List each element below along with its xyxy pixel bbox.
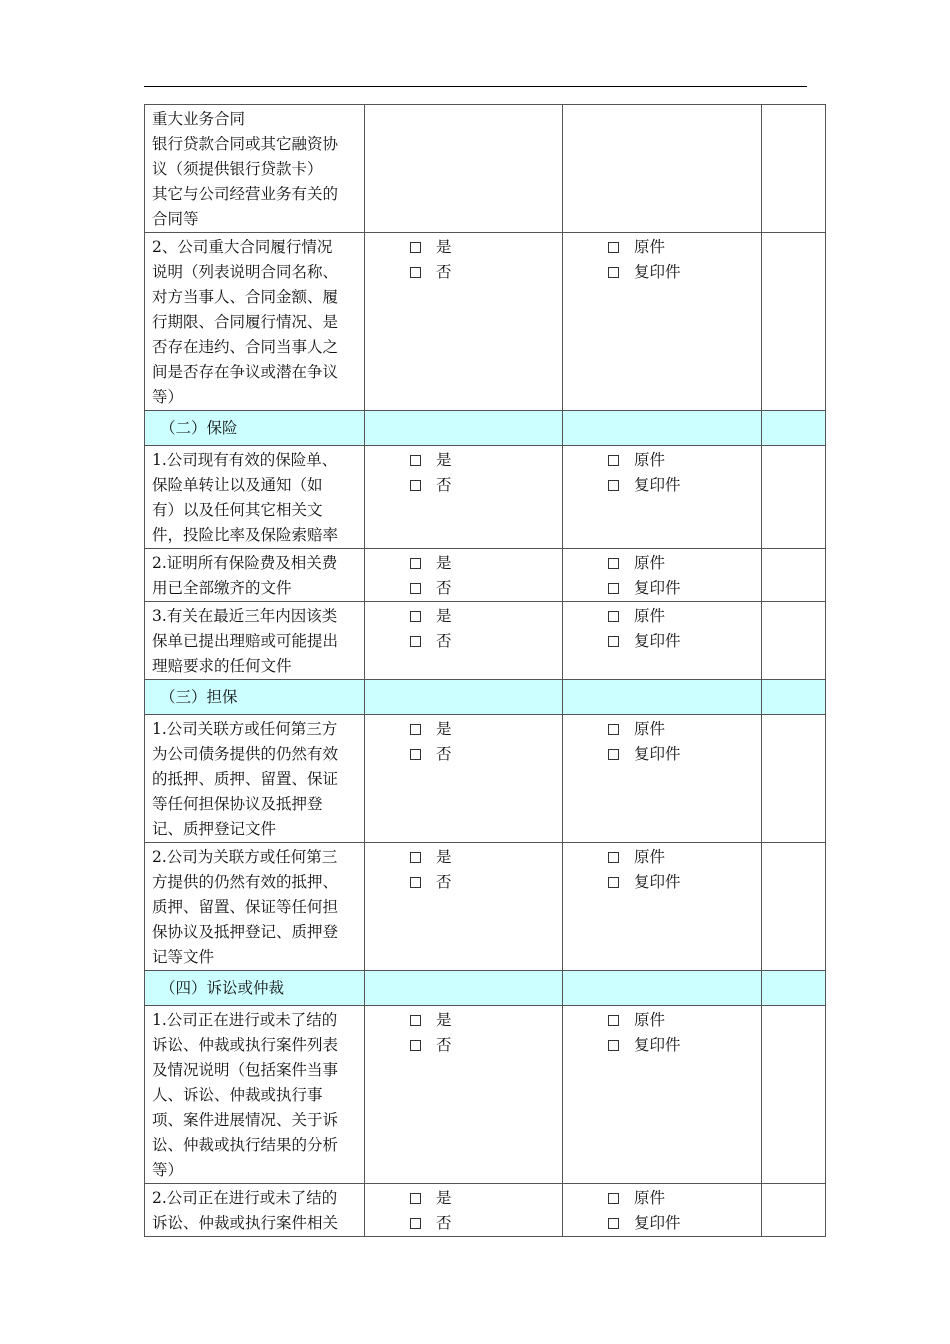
checkbox-label: 否 bbox=[436, 263, 452, 281]
section-row bbox=[145, 411, 826, 446]
remarks-cell bbox=[762, 715, 826, 843]
description-line: 及情况说明（包括案件当事 bbox=[152, 1061, 339, 1079]
checkbox-square-icon[interactable] bbox=[608, 267, 619, 278]
section-empty-cell bbox=[365, 680, 563, 715]
description-line: 方提供的仍然有效的抵押、 bbox=[152, 873, 339, 891]
table-row bbox=[145, 602, 826, 680]
document-type-options-cell bbox=[563, 1184, 762, 1237]
table-row bbox=[145, 1184, 826, 1237]
remarks-cell bbox=[762, 233, 826, 411]
yes-checkbox[interactable] bbox=[372, 1008, 556, 1033]
description-line: 重大业务合同 bbox=[152, 110, 246, 128]
section-empty-cell bbox=[762, 971, 826, 1006]
section-empty-cell bbox=[563, 971, 762, 1006]
description-line: 理赔要求的任何文件 bbox=[152, 657, 292, 675]
checkbox-label: 复印件 bbox=[634, 1036, 681, 1054]
description-line: 2.公司正在进行或未了结的 bbox=[152, 1189, 338, 1207]
checkbox-square-icon[interactable] bbox=[410, 1218, 421, 1229]
table-row bbox=[145, 446, 826, 549]
checkbox-square-icon[interactable] bbox=[410, 1040, 421, 1051]
remarks-cell bbox=[762, 843, 826, 971]
checkbox-label: 否 bbox=[436, 1214, 452, 1232]
description-line: 1.公司现有有效的保险单、 bbox=[152, 451, 338, 469]
item-description-cell bbox=[145, 1006, 365, 1184]
description-line: 为公司债务提供的仍然有效 bbox=[152, 745, 339, 763]
section-title: （四）诉讼或仲裁 bbox=[160, 978, 285, 997]
item-description-cell bbox=[145, 843, 365, 971]
description-line: 有）以及任何其它相关文 bbox=[152, 501, 323, 519]
description-line: 诉讼、仲裁或执行案件相关 bbox=[152, 1214, 339, 1232]
section-empty-cell bbox=[365, 971, 563, 1006]
section-empty-cell bbox=[762, 680, 826, 715]
remarks-cell bbox=[762, 105, 826, 233]
checkbox-square-icon[interactable] bbox=[410, 1193, 421, 1204]
copy-checkbox[interactable] bbox=[570, 1033, 755, 1058]
checkbox-label: 复印件 bbox=[634, 263, 681, 281]
no-checkbox[interactable] bbox=[372, 1033, 556, 1058]
checkbox-label: 复印件 bbox=[634, 632, 681, 650]
checkbox-label: 是 bbox=[436, 1189, 452, 1207]
checkbox-square-icon[interactable] bbox=[410, 583, 421, 594]
description-line: 件，投险比率及保险索赔率 bbox=[152, 526, 339, 544]
description-line: 2.证明所有保险费及相关费 bbox=[152, 554, 338, 572]
description-line: 否存在违约、合同当事人之 bbox=[152, 338, 339, 356]
checkbox-label: 是 bbox=[436, 720, 452, 738]
description-line: 合同等 bbox=[152, 210, 199, 228]
checkbox-label: 否 bbox=[436, 579, 452, 597]
no-checkbox[interactable] bbox=[372, 260, 556, 285]
no-checkbox[interactable] bbox=[372, 742, 556, 767]
checkbox-square-icon[interactable] bbox=[608, 749, 619, 760]
yes-checkbox[interactable] bbox=[372, 845, 556, 870]
description-line: 其它与公司经营业务有关的 bbox=[152, 185, 339, 203]
description-line: 1.公司正在进行或未了结的 bbox=[152, 1011, 338, 1029]
description-line: 对方当事人、合同金额、履 bbox=[152, 288, 339, 306]
copy-checkbox[interactable] bbox=[570, 576, 755, 601]
checkbox-label: 复印件 bbox=[634, 579, 681, 597]
provided-options-cell bbox=[365, 602, 563, 680]
document-type-options-cell bbox=[563, 233, 762, 411]
yes-checkbox[interactable] bbox=[372, 448, 556, 473]
checkbox-square-icon[interactable] bbox=[410, 877, 421, 888]
checkbox-square-icon[interactable] bbox=[608, 724, 619, 735]
section-title-cell bbox=[145, 971, 365, 1006]
description-line: 等） bbox=[152, 388, 184, 406]
checkbox-square-icon[interactable] bbox=[608, 1193, 619, 1204]
original-checkbox[interactable] bbox=[570, 845, 755, 870]
description-line: 说明（列表说明合同名称、 bbox=[152, 263, 339, 281]
description-line: 1.公司关联方或任何第三方 bbox=[152, 720, 338, 738]
description-line: 保协议及抵押登记、质押登 bbox=[152, 923, 339, 941]
section-title: （二）保险 bbox=[160, 418, 238, 437]
item-description-cell bbox=[145, 549, 365, 602]
checkbox-square-icon[interactable] bbox=[410, 558, 421, 569]
copy-checkbox[interactable] bbox=[570, 473, 755, 498]
document-type-options-cell bbox=[563, 843, 762, 971]
section-empty-cell bbox=[365, 411, 563, 446]
description-line: 间是否存在争议或潜在争议 bbox=[152, 363, 339, 381]
item-description-cell bbox=[145, 105, 365, 233]
yes-checkbox[interactable] bbox=[372, 604, 556, 629]
provided-options-cell bbox=[365, 446, 563, 549]
checkbox-label: 原件 bbox=[634, 1189, 666, 1207]
no-checkbox[interactable] bbox=[372, 473, 556, 498]
provided-options-cell bbox=[365, 549, 563, 602]
description-line: 质押、留置、保证等任何担 bbox=[152, 898, 339, 916]
provided-options-cell bbox=[365, 233, 563, 411]
description-line: 2、公司重大合同履行情况 bbox=[152, 238, 333, 256]
checkbox-square-icon[interactable] bbox=[608, 480, 619, 491]
checkbox-square-icon[interactable] bbox=[608, 852, 619, 863]
document-type-options-cell bbox=[563, 1006, 762, 1184]
yes-checkbox[interactable] bbox=[372, 551, 556, 576]
checkbox-label: 否 bbox=[436, 873, 452, 891]
checkbox-square-icon[interactable] bbox=[410, 749, 421, 760]
checkbox-square-icon[interactable] bbox=[410, 636, 421, 647]
remarks-cell bbox=[762, 1006, 826, 1184]
original-checkbox[interactable] bbox=[570, 1186, 755, 1211]
description-line: 人、诉讼、仲裁或执行事 bbox=[152, 1086, 323, 1104]
checkbox-square-icon[interactable] bbox=[410, 242, 421, 253]
item-description-cell bbox=[145, 446, 365, 549]
provided-options-cell bbox=[365, 843, 563, 971]
checkbox-square-icon[interactable] bbox=[608, 1040, 619, 1051]
checkbox-label: 是 bbox=[436, 1011, 452, 1029]
section-title-cell bbox=[145, 680, 365, 715]
checkbox-label: 否 bbox=[436, 476, 452, 494]
description-line: 用已全部缴齐的文件 bbox=[152, 579, 292, 597]
description-line: 2.公司为关联方或任何第三 bbox=[152, 848, 338, 866]
checkbox-label: 是 bbox=[436, 451, 452, 469]
section-title-cell bbox=[145, 411, 365, 446]
yes-checkbox[interactable] bbox=[372, 717, 556, 742]
checkbox-square-icon[interactable] bbox=[410, 852, 421, 863]
checkbox-square-icon[interactable] bbox=[410, 611, 421, 622]
description-line: 行期限、合同履行情况、是 bbox=[152, 313, 339, 331]
description-line: 等） bbox=[152, 1161, 184, 1179]
copy-checkbox[interactable] bbox=[570, 1211, 755, 1236]
checkbox-label: 否 bbox=[436, 745, 452, 763]
description-line: 等任何担保协议及抵押登 bbox=[152, 795, 323, 813]
checkbox-square-icon[interactable] bbox=[410, 724, 421, 735]
yes-checkbox[interactable] bbox=[372, 1186, 556, 1211]
description-line: 讼、仲裁或执行结果的分析 bbox=[152, 1136, 339, 1154]
provided-options-cell bbox=[365, 1184, 563, 1237]
checkbox-square-icon[interactable] bbox=[608, 877, 619, 888]
checkbox-label: 原件 bbox=[634, 607, 666, 625]
description-line: 议（须提供银行贷款卡） bbox=[152, 160, 323, 178]
checkbox-label: 否 bbox=[436, 1036, 452, 1054]
section-empty-cell bbox=[563, 411, 762, 446]
original-checkbox[interactable] bbox=[570, 551, 755, 576]
section-title: （三）担保 bbox=[160, 687, 238, 706]
description-line: 保险单转让以及通知（如 bbox=[152, 476, 323, 494]
description-line: 的抵押、质押、留置、保证 bbox=[152, 770, 339, 788]
checkbox-label: 原件 bbox=[634, 848, 666, 866]
document-type-options-cell bbox=[563, 446, 762, 549]
checkbox-square-icon[interactable] bbox=[608, 242, 619, 253]
document-type-options-cell bbox=[563, 602, 762, 680]
document-type-options-cell bbox=[563, 105, 762, 233]
checkbox-label: 是 bbox=[436, 554, 452, 572]
original-checkbox[interactable] bbox=[570, 717, 755, 742]
checkbox-label: 原件 bbox=[634, 451, 666, 469]
table-row bbox=[145, 233, 826, 411]
yes-checkbox[interactable] bbox=[372, 235, 556, 260]
copy-checkbox[interactable] bbox=[570, 742, 755, 767]
table-row bbox=[145, 715, 826, 843]
section-row bbox=[145, 680, 826, 715]
header-rule bbox=[144, 86, 807, 87]
remarks-cell bbox=[762, 602, 826, 680]
provided-options-cell bbox=[365, 715, 563, 843]
checkbox-label: 原件 bbox=[634, 720, 666, 738]
remarks-cell bbox=[762, 549, 826, 602]
copy-checkbox[interactable] bbox=[570, 870, 755, 895]
checkbox-label: 是 bbox=[436, 238, 452, 256]
copy-checkbox[interactable] bbox=[570, 629, 755, 654]
checkbox-square-icon[interactable] bbox=[608, 611, 619, 622]
checkbox-square-icon[interactable] bbox=[608, 583, 619, 594]
remarks-cell bbox=[762, 446, 826, 549]
original-checkbox[interactable] bbox=[570, 604, 755, 629]
description-line: 记等文件 bbox=[152, 948, 215, 966]
item-description-cell bbox=[145, 715, 365, 843]
table-row bbox=[145, 1006, 826, 1184]
checkbox-label: 原件 bbox=[634, 554, 666, 572]
checkbox-square-icon[interactable] bbox=[410, 1015, 421, 1026]
original-checkbox[interactable] bbox=[570, 235, 755, 260]
checkbox-label: 是 bbox=[436, 607, 452, 625]
provided-options-cell bbox=[365, 105, 563, 233]
checkbox-label: 否 bbox=[436, 632, 452, 650]
checkbox-label: 复印件 bbox=[634, 873, 681, 891]
original-checkbox[interactable] bbox=[570, 1008, 755, 1033]
checkbox-label: 复印件 bbox=[634, 1214, 681, 1232]
checkbox-label: 复印件 bbox=[634, 745, 681, 763]
checkbox-square-icon[interactable] bbox=[608, 455, 619, 466]
description-line: 银行贷款合同或其它融资协 bbox=[152, 135, 339, 153]
item-description-cell bbox=[145, 233, 365, 411]
checkbox-label: 原件 bbox=[634, 1011, 666, 1029]
item-description-cell bbox=[145, 1184, 365, 1237]
description-line: 记、质押登记文件 bbox=[152, 820, 277, 838]
table-row bbox=[145, 549, 826, 602]
copy-checkbox[interactable] bbox=[570, 260, 755, 285]
table-row bbox=[145, 105, 826, 233]
section-empty-cell bbox=[563, 680, 762, 715]
remarks-cell bbox=[762, 1184, 826, 1237]
original-checkbox[interactable] bbox=[570, 448, 755, 473]
no-checkbox[interactable] bbox=[372, 576, 556, 601]
checkbox-square-icon[interactable] bbox=[608, 1218, 619, 1229]
checkbox-label: 是 bbox=[436, 848, 452, 866]
description-line: 3.有关在最近三年内因该类 bbox=[152, 607, 338, 625]
provided-options-cell bbox=[365, 1006, 563, 1184]
checkbox-square-icon[interactable] bbox=[410, 455, 421, 466]
item-description-cell bbox=[145, 602, 365, 680]
checkbox-label: 复印件 bbox=[634, 476, 681, 494]
checkbox-label: 原件 bbox=[634, 238, 666, 256]
description-line: 保单已提出理赔或可能提出 bbox=[152, 632, 339, 650]
description-line: 诉讼、仲裁或执行案件列表 bbox=[152, 1036, 339, 1054]
checkbox-square-icon[interactable] bbox=[410, 480, 421, 491]
document-checklist-table bbox=[144, 104, 826, 1237]
table-row bbox=[145, 843, 826, 971]
document-type-options-cell bbox=[563, 549, 762, 602]
no-checkbox[interactable] bbox=[372, 870, 556, 895]
checkbox-square-icon[interactable] bbox=[608, 558, 619, 569]
document-type-options-cell bbox=[563, 715, 762, 843]
checkbox-square-icon[interactable] bbox=[608, 636, 619, 647]
section-row bbox=[145, 971, 826, 1006]
description-line: 项、案件进展情况、关于诉 bbox=[152, 1111, 339, 1129]
section-empty-cell bbox=[762, 411, 826, 446]
no-checkbox[interactable] bbox=[372, 1211, 556, 1236]
no-checkbox[interactable] bbox=[372, 629, 556, 654]
checkbox-square-icon[interactable] bbox=[410, 267, 421, 278]
checkbox-square-icon[interactable] bbox=[608, 1015, 619, 1026]
